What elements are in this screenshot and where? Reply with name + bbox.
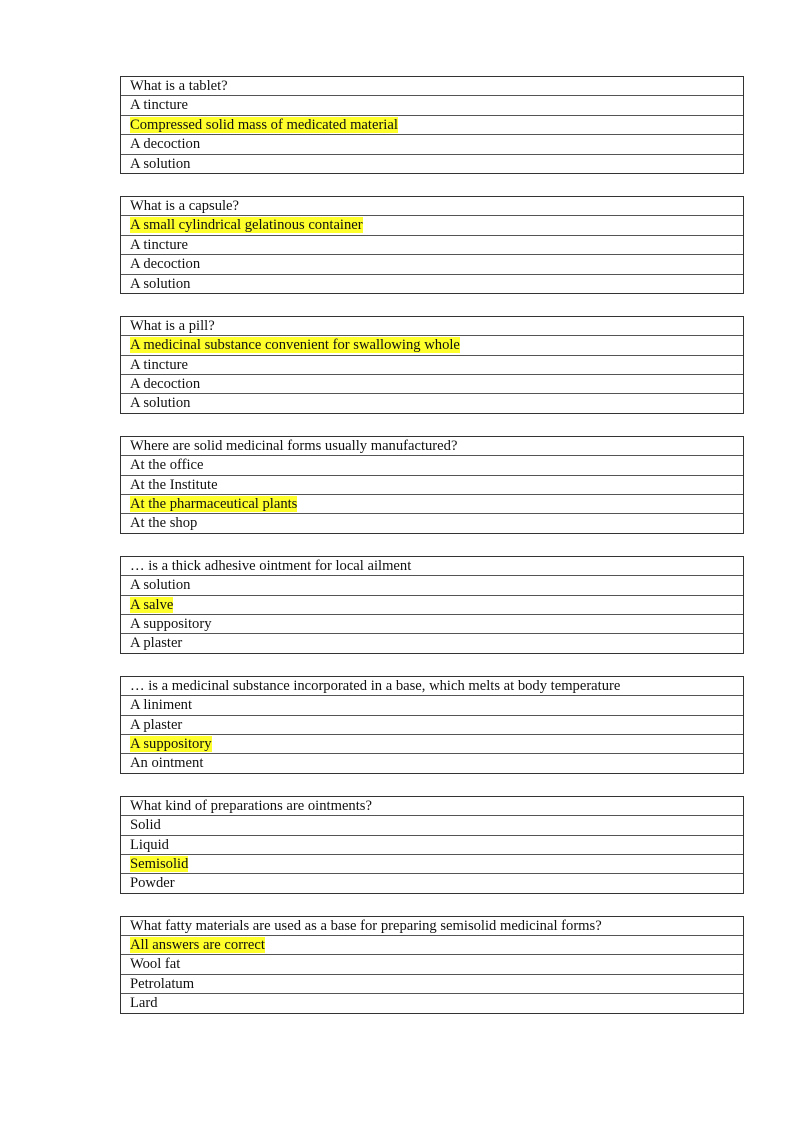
question-label: Where are solid medicinal forms usually manufactured? (130, 437, 458, 454)
question-block (120, 916, 744, 1014)
question-label: What kind of preparations are ointments? (130, 797, 372, 814)
answer-label: A tincture (130, 97, 188, 114)
answer-option-correct (121, 115, 743, 134)
answer-label: Powder (130, 875, 175, 892)
answer-option (121, 873, 743, 892)
answer-label: Petrolatum (130, 975, 195, 992)
answer-label: A salve (130, 596, 174, 613)
answer-option (121, 513, 743, 532)
answer-option (121, 374, 743, 393)
answer-label: At the Institute (130, 476, 218, 493)
answer-label: A tincture (130, 356, 188, 373)
question-block (120, 316, 744, 414)
answer-option-correct (121, 854, 743, 873)
answer-option (121, 235, 743, 254)
question-text (121, 197, 743, 215)
answer-option-correct (121, 734, 743, 753)
answer-option (121, 154, 743, 173)
question-text (121, 317, 743, 335)
answer-option (121, 575, 743, 594)
answer-label: All answers are correct (130, 937, 265, 954)
question-label: What is a capsule? (130, 197, 239, 214)
question-label: What fatty materials are used as a base for preparing semisolid medicinal forms? (130, 917, 602, 934)
answer-label: Liquid (130, 836, 169, 853)
answer-option (121, 753, 743, 772)
answer-label: A solution (130, 577, 191, 594)
answer-label: An ointment (130, 755, 204, 772)
question-block (120, 796, 744, 894)
answer-option (121, 393, 743, 412)
question-block (120, 196, 744, 294)
answer-option (121, 134, 743, 153)
quiz-document (120, 76, 744, 1036)
question-label: What is a pill? (130, 317, 215, 334)
answer-option-correct (121, 935, 743, 954)
question-text (121, 917, 743, 935)
question-text (121, 557, 743, 575)
answer-option (121, 95, 743, 114)
answer-label: A solution (130, 395, 191, 412)
question-text (121, 677, 743, 695)
answer-label: At the shop (130, 515, 198, 532)
answer-label: A plaster (130, 716, 183, 733)
answer-option (121, 614, 743, 633)
answer-label: Wool fat (130, 956, 181, 973)
question-block (120, 556, 744, 654)
answer-option (121, 633, 743, 652)
answer-label: A decoction (130, 376, 201, 393)
question-text (121, 797, 743, 815)
answer-label: A medicinal substance convenient for swallowing whole (130, 337, 460, 354)
answer-label: A decoction (130, 256, 201, 273)
answer-label: Lard (130, 995, 158, 1012)
answer-option-correct (121, 494, 743, 513)
answer-option (121, 715, 743, 734)
answer-label: Solid (130, 817, 161, 834)
answer-label: A liniment (130, 697, 193, 714)
answer-option (121, 993, 743, 1012)
question-block (120, 676, 744, 774)
answer-option-correct (121, 595, 743, 614)
question-label: … is a medicinal substance incorporated in a base, which melts at body temperature (130, 677, 621, 694)
answer-label: A tincture (130, 236, 188, 253)
answer-label: A suppository (130, 735, 212, 752)
answer-option (121, 954, 743, 973)
answer-option (121, 254, 743, 273)
answer-label: Semisolid (130, 855, 189, 872)
answer-option-correct (121, 215, 743, 234)
question-block (120, 76, 744, 174)
question-block (120, 436, 744, 534)
question-text (121, 77, 743, 95)
answer-option (121, 455, 743, 474)
question-text (121, 437, 743, 455)
answer-label: Compressed solid mass of medicated material (130, 116, 398, 133)
answer-label: A small cylindrical gelatinous container (130, 217, 363, 234)
answer-label: At the office (130, 457, 204, 474)
answer-label: A decoction (130, 136, 201, 153)
answer-option (121, 695, 743, 714)
answer-option (121, 815, 743, 834)
answer-option (121, 475, 743, 494)
answer-option (121, 274, 743, 293)
answer-option (121, 355, 743, 374)
answer-label: A solution (130, 275, 191, 292)
answer-option-correct (121, 335, 743, 354)
question-label: … is a thick adhesive ointment for local ailment (130, 557, 412, 574)
answer-option (121, 974, 743, 993)
answer-label: A suppository (130, 615, 212, 632)
answer-option (121, 835, 743, 854)
answer-label: At the pharmaceutical plants (130, 496, 298, 513)
answer-label: A plaster (130, 635, 183, 652)
question-label: What is a tablet? (130, 78, 228, 94)
answer-label: A solution (130, 155, 191, 172)
